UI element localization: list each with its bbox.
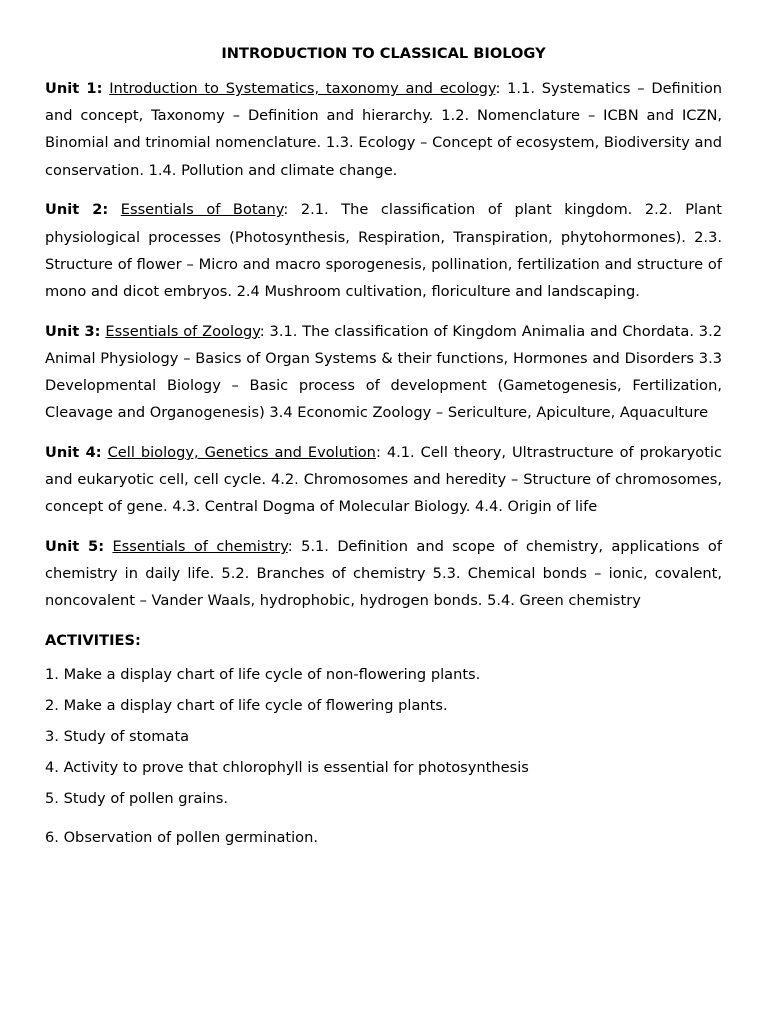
unit-4-paragraph — [45, 439, 722, 521]
unit-topic: Cell biology, Genetics and Evolution — [107, 443, 376, 461]
unit-1-paragraph — [45, 75, 722, 184]
activity-item: 6. Observation of pollen germination. — [45, 829, 318, 847]
activity-item: 5. Study of pollen grains. — [45, 790, 228, 808]
unit-label: Unit 3: — [45, 322, 101, 340]
activity-item: 1. Make a display chart of life cycle of non-flowering plants. — [45, 666, 481, 684]
page-title: INTRODUCTION TO CLASSICAL BIOLOGY — [221, 45, 546, 62]
unit-topic: Essentials of Zoology — [105, 322, 260, 340]
unit-topic: Introduction to Systematics, taxonomy and ecology — [109, 80, 496, 97]
unit-2-paragraph — [45, 196, 722, 305]
unit-content: : 2.1. The classification of plant kingdom. 2.2. Plant physiological processes (Photosynthesis, Respiration, Transpiration, phytohormones). 2.3. Structure of flower – Micro and macro sporogenesis, pollination, fertilization and structure of mono and dicot embryos. 2.4 Mushroom cultivation, floriculture and landscaping. — [45, 201, 723, 300]
unit-label: Unit 4: — [45, 443, 102, 461]
activity-item: 4. Activity to prove that chlorophyll is essential for photosynthesis — [45, 759, 529, 777]
unit-content: : 5.1. Definition and scope of chemistry, applications of chemistry in daily life. 5.2. Branches of chemistry 5.3. Chemical bonds – ionic, covalent, noncovalent – Vander Waals, hydrophobic, hydrogen bonds. 5.4. Green chemistry — [45, 538, 722, 610]
unit-content: : 1.1. Systematics – Definition and concept, Taxonomy – Definition and hierarchy. 1.2. Nomenclature – ICBN and ICZN, Binomial and trinomial nomenclature. 1.3. Ecology – Concept of ecosystem, Biodiversity and conservation. 1.4. Pollution and climate change. — [45, 80, 722, 179]
unit-5-paragraph — [45, 533, 722, 615]
unit-content: : 3.1. The classification of Kingdom Animalia and Chordata. 3.2 Animal Physiology – Basics of Organ Systems & their functions, Hormones and Disorders 3.3 Developmental Biology – Basic process of development (Gametogenesis, Fertilization, Cleavage and Organogenesis) 3.4 Economic Zoology – Sericulture, Apiculture, Aquaculture — [45, 322, 723, 422]
unit-3-paragraph — [45, 318, 722, 427]
unit-content: : 4.1. Cell theory, Ultrastructure of prokaryotic and eukaryotic cell, cell cycle. 4.2. Chromosomes and heredity – Structure of chromosomes, concept of gene. 4.3. Central Dogma of Molecular Biology. 4.4. Origin of life — [45, 443, 722, 516]
activity-item: 3. Study of stomata — [45, 728, 190, 746]
unit-label: Unit 5: — [45, 538, 105, 556]
unit-topic: Essentials of chemistry — [112, 538, 288, 556]
activity-item: 2. Make a display chart of life cycle of flowering plants. — [45, 697, 448, 715]
unit-topic: Essentials of Botany — [120, 201, 284, 219]
activities-heading: ACTIVITIES: — [45, 632, 141, 650]
unit-label: Unit 2: — [45, 201, 109, 219]
unit-label: Unit 1: — [45, 80, 103, 97]
